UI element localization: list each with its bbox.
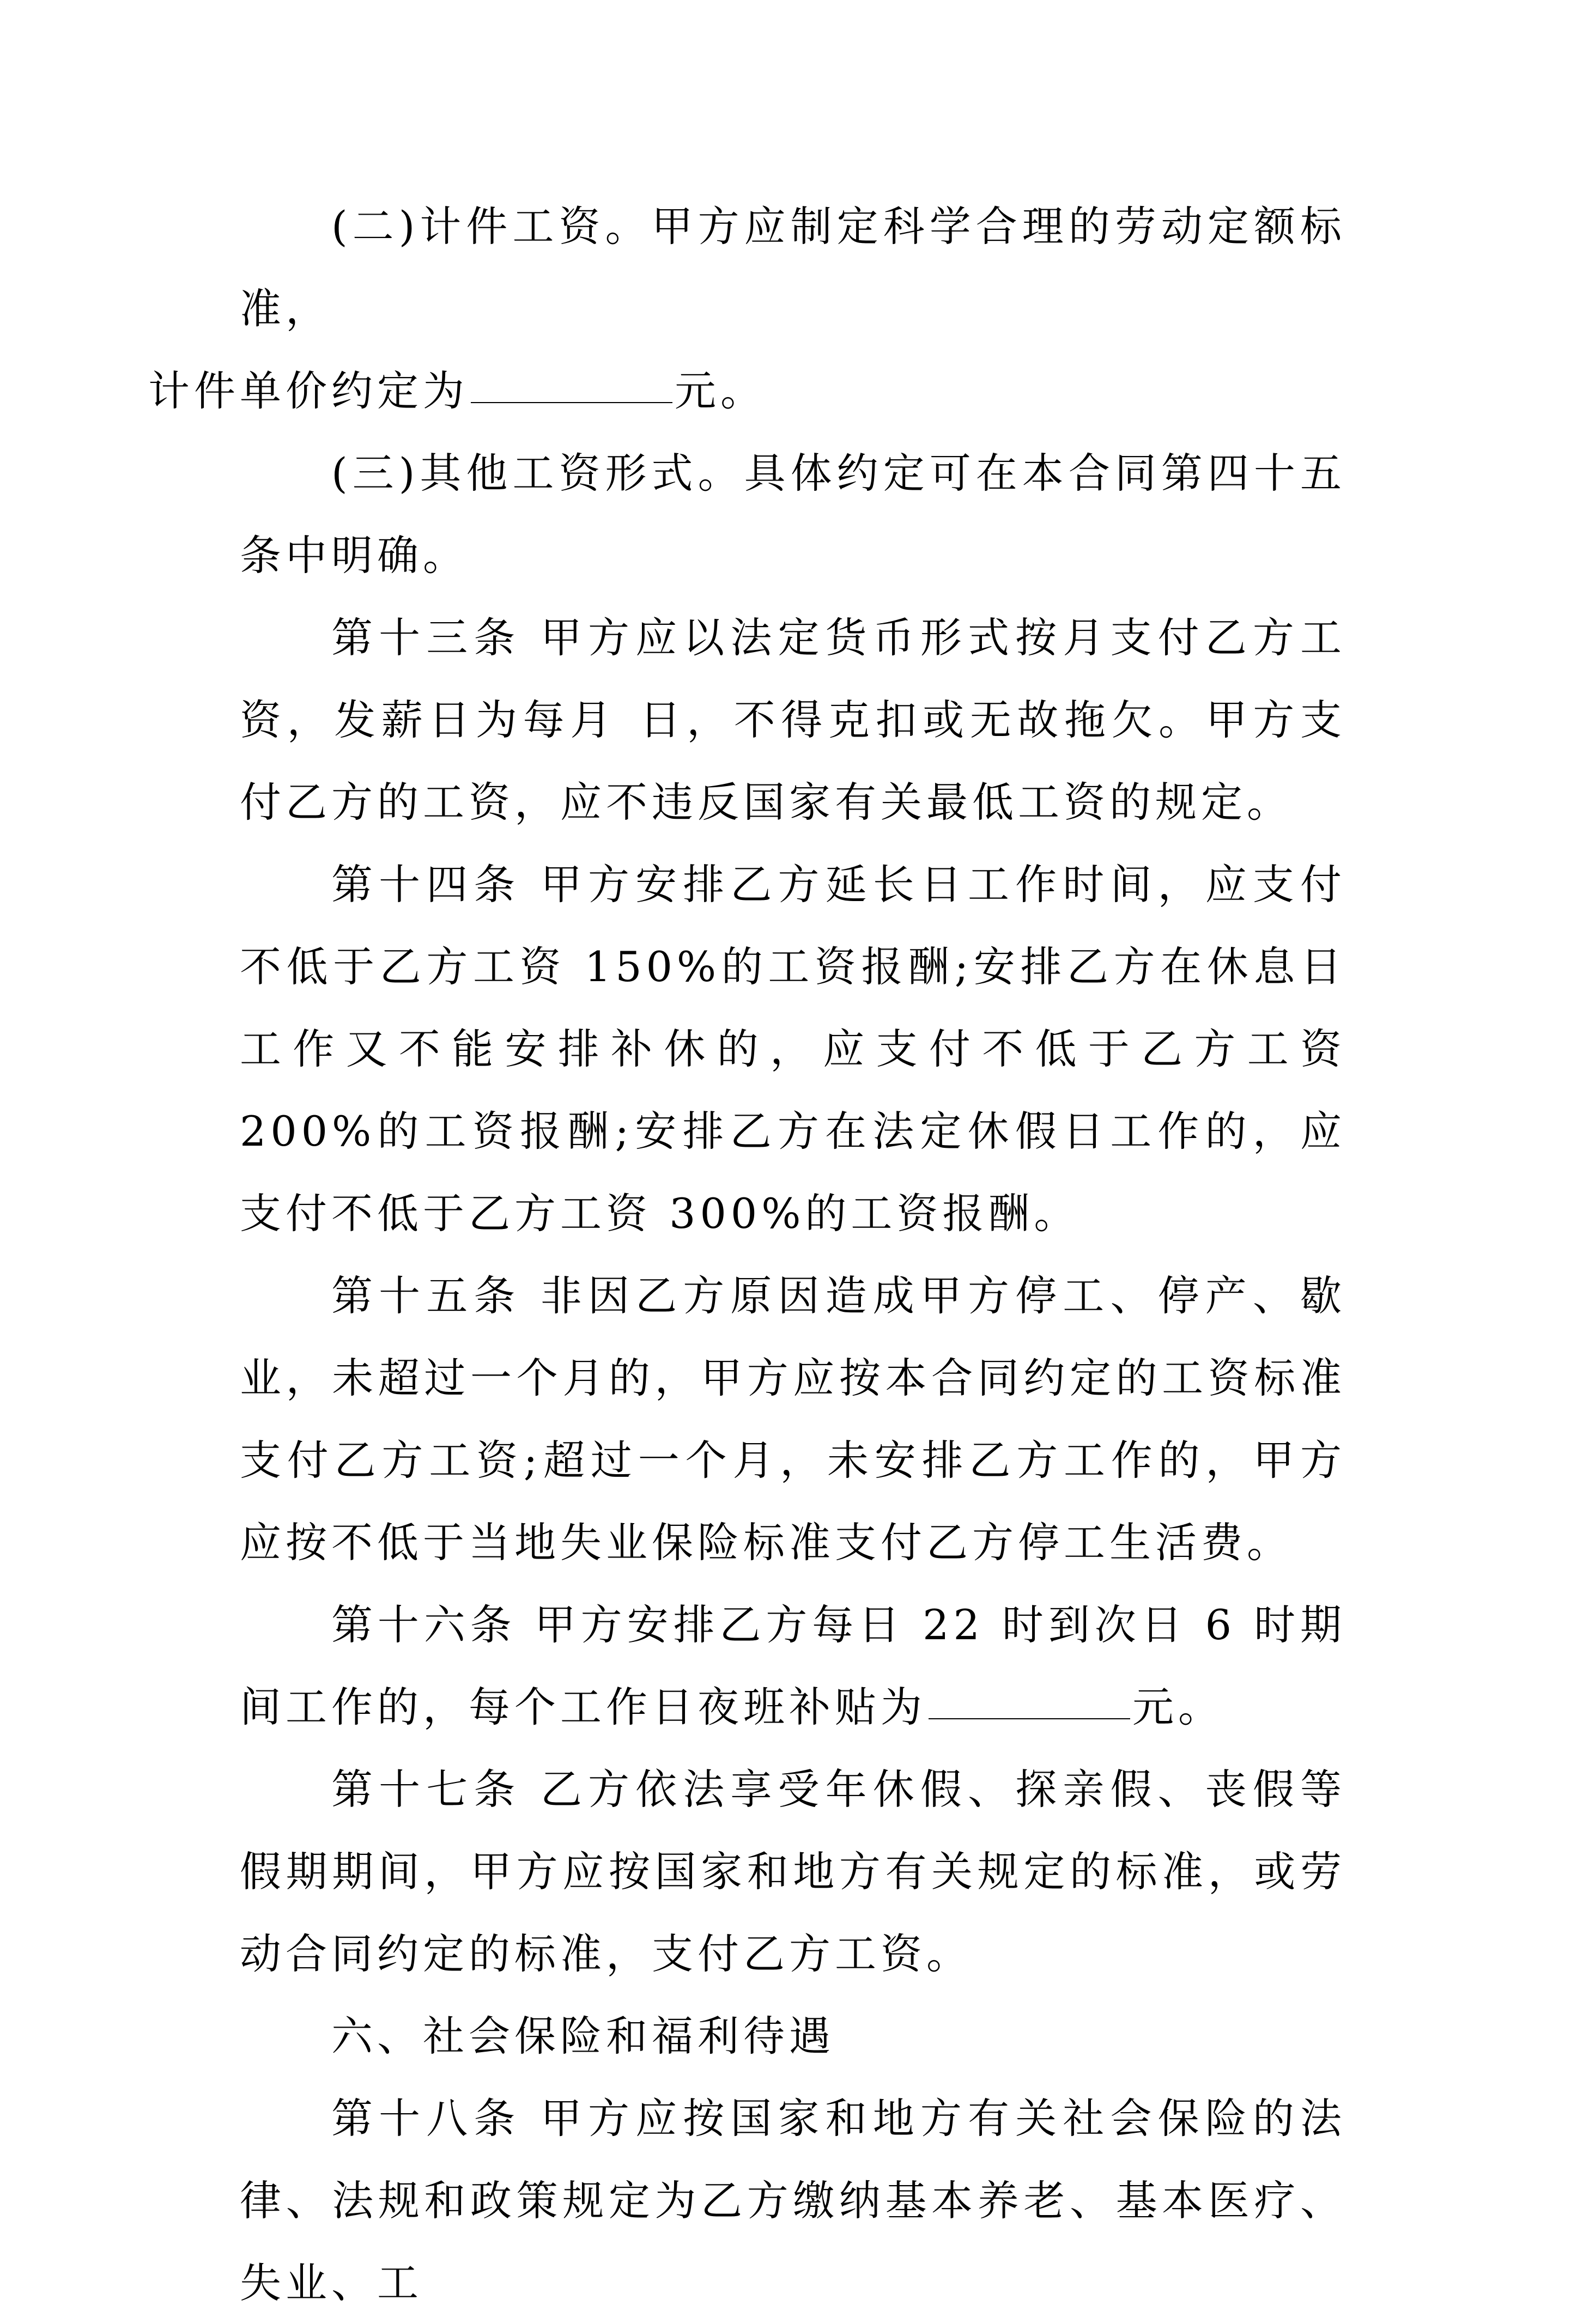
- article-13: [240, 597, 1346, 843]
- article-18: 第十八条 甲方应按国家和地方有关社会保险的法律、法规和政策规定为乙方缴纳基本养老、基本医疗、失业、工: [240, 2094, 1346, 2307]
- night-allowance-blank: [929, 1718, 1130, 1719]
- section-heading-social-insurance: 六、社会保险和福利待遇: [331, 2012, 835, 2060]
- article-16-text: 第十六条 甲方安排乙方每日 22 时到次日 6 时期间工作的，每个工作日夜班补贴为: [240, 1601, 1346, 1731]
- article-13-part-a: 第十三条 甲方应以法定货币形式按月支付乙方工资，发薪日为每月: [240, 613, 1346, 744]
- paragraph-piece-wage: [148, 185, 1346, 432]
- piece-wage-price-label: 计件单价约定为: [148, 367, 469, 415]
- piece-wage-text: (二)计件工资。甲方应制定科学合理的劳动定额标准，: [240, 202, 1346, 333]
- article-14: 第十四条 甲方安排乙方延长日工作时间，应支付不低于乙方工资 150%的工资报酬;安排乙方在休息日工作又不能安排补休的，应支付不低于乙方工资 200%的工资报酬;安排乙方在法定休假日工作的，应支付不低于乙方工资 300%的工资报酬。: [240, 860, 1346, 1238]
- article-15: 第十五条 非因乙方原因造成甲方停工、停产、歇业，未超过一个月的，甲方应按本合同约定的工资标准支付乙方工资;超过一个月，未安排乙方工作的，甲方应按不低于当地失业保险标准支付乙方停工生活费。: [240, 1271, 1346, 1567]
- article-16-unit: 元。: [1132, 1683, 1224, 1731]
- article-16: [240, 1584, 1346, 1748]
- paragraph-other-wage: (三)其他工资形式。具体约定可在本合同第四十五条中明确。: [240, 449, 1346, 580]
- article-13-part-b: 日，不得克扣或无故拖欠。甲方支付乙方的工资，应不违反国家有关最低工资的规定。: [240, 696, 1346, 826]
- piece-wage-unit: 元。: [675, 367, 766, 415]
- article-17: 第十七条 乙方依法享受年休假、探亲假、丧假等假期期间，甲方应按国家和地方有关规定的标准，或劳动合同约定的标准，支付乙方工资。: [240, 1765, 1346, 1978]
- piece-price-blank: [471, 401, 672, 403]
- document-body: [148, 185, 1346, 2324]
